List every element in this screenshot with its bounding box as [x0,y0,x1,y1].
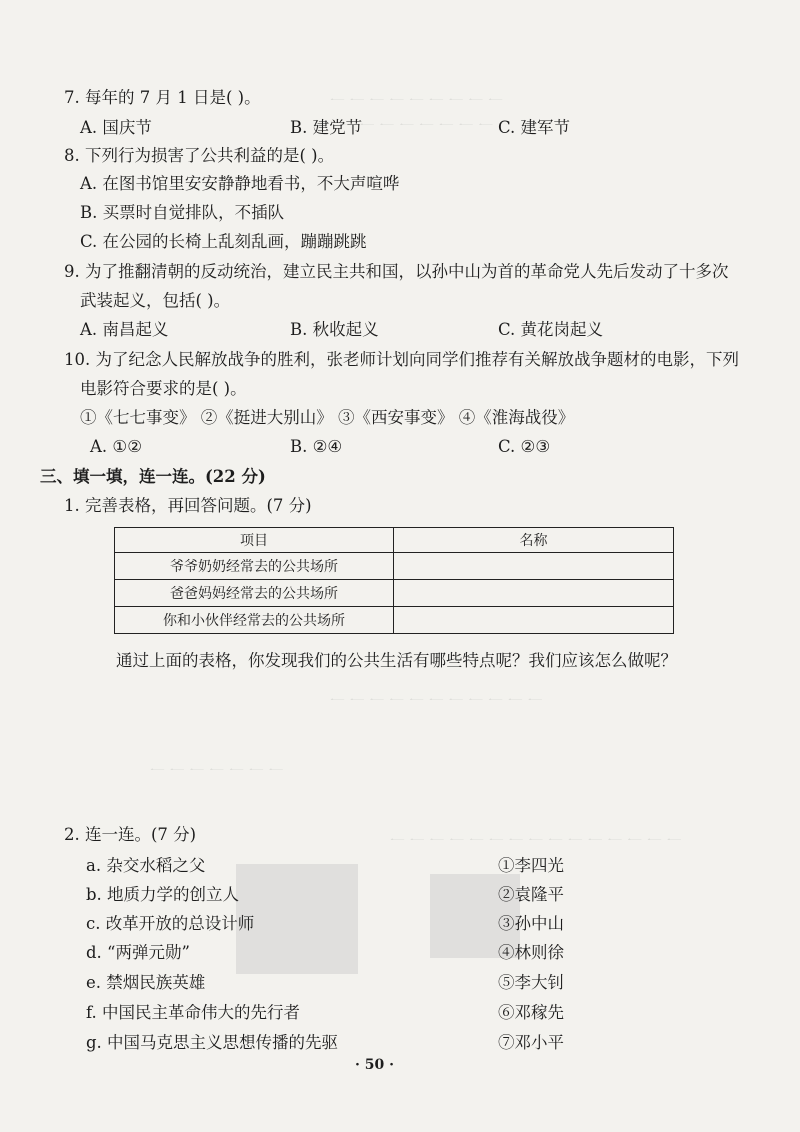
match-left-a: a. 杂交水稻之父 [86,856,206,875]
q7-option-c: C. 建军节 [498,118,571,137]
part2-title: 2. 连一连。(7 分) [64,825,197,844]
part1-title: 1. 完善表格，再回答问题。(7 分) [64,496,312,515]
table-row [115,553,674,580]
q9-stem-line1: 9. 为了推翻清朝的反动统治，建立民主共和国，以孙中山为首的革命党人先后发动了十多次 [64,262,729,281]
match-right-7: ⑦邓小平 [498,1033,564,1052]
q7-stem: 7. 每年的 7 月 1 日是( )。 [64,88,261,107]
match-left-d: d. “两弹元勋” [86,943,190,962]
table-row [115,580,674,607]
match-right-2: ②袁隆平 [498,885,564,904]
q8-option-c: C. 在公园的长椅上乱刻乱画，蹦蹦跳跳 [80,232,367,251]
match-left-e: e. 禁烟民族英雄 [86,973,206,992]
q8-stem: 8. 下列行为损害了公共利益的是( )。 [64,146,335,165]
table-answer-cell[interactable] [394,580,674,607]
match-right-1: ①李四光 [498,856,564,875]
bleed-through: 一 一 一 一 一 一 一 [150,762,284,780]
q9-option-c: C. 黄花岗起义 [498,320,604,339]
table-row-label: 爸爸妈妈经常去的公共场所 [115,580,394,607]
match-right-6: ⑥邓稼先 [498,1003,564,1022]
match-left-g: g. 中国马克思主义思想传播的先驱 [86,1033,339,1052]
q8-option-b: B. 买票时自觉排队，不插队 [80,203,285,222]
bleed-through: 一 一 一 一 一 一 一 一 一 一 一 [330,692,543,710]
table-row [115,607,674,634]
table-answer-cell[interactable] [394,607,674,634]
table-answer-cell[interactable] [394,553,674,580]
table-header-item: 项目 [115,528,394,553]
q9-option-a: A. 南昌起义 [80,320,169,339]
q8-option-a: A. 在图书馆里安安静静地看书，不大声喧哗 [80,174,400,193]
match-right-4: ④林则徐 [498,943,564,962]
q10-stem-line1: 10. 为了纪念人民解放战争的胜利，张老师计划向同学们推荐有关解放战争题材的电影，下列 [64,350,739,369]
bleed-through: 一 一 一 一 一 一 一 一 一 一 一 一 一 一 一 [390,832,682,850]
q10-option-a: A. ①② [90,437,142,456]
q10-option-b: B. ②④ [290,437,343,456]
bleed-through: 一 一 一 一 一 一 一 一 [340,117,494,135]
table-row-label: 爷爷奶奶经常去的公共场所 [115,553,394,580]
part1-question: 通过上面的表格，你发现我们的公共生活有哪些特点呢？我们应该怎么做呢？ [116,651,677,670]
q7-option-a: A. 国庆节 [80,118,152,137]
q7-option-b: B. 建党节 [290,118,363,137]
q10-option-c: C. ②③ [498,437,551,456]
match-left-f: f. 中国民主革命伟大的先行者 [86,1003,301,1022]
table-row-label: 你和小伙伴经常去的公共场所 [115,607,394,634]
q10-film-list: ①《七七事变》 ②《挺进大别山》 ③《西安事变》 ④《淮海战役》 [80,408,575,427]
bleed-through: 一 一 一 一 一 一 一 一 一 [330,92,504,110]
q10-stem-line2: 电影符合要求的是( )。 [80,379,247,398]
page-number: · 50 · [355,1057,394,1073]
match-right-5: ⑤李大钊 [498,973,564,992]
q9-stem-line2: 武装起义，包括( )。 [80,291,231,310]
q9-option-b: B. 秋收起义 [290,320,379,339]
match-left-c: c. 改革开放的总设计师 [86,914,255,933]
match-right-3: ③孙中山 [498,914,564,933]
public-places-table [114,527,674,634]
table-header-row [115,528,674,553]
bleed-through-photo [236,864,358,974]
table-header-name: 名称 [394,528,674,553]
section-3-title: 三、填一填，连一连。(22 分) [40,467,266,486]
match-left-b: b. 地质力学的创立人 [86,885,240,904]
